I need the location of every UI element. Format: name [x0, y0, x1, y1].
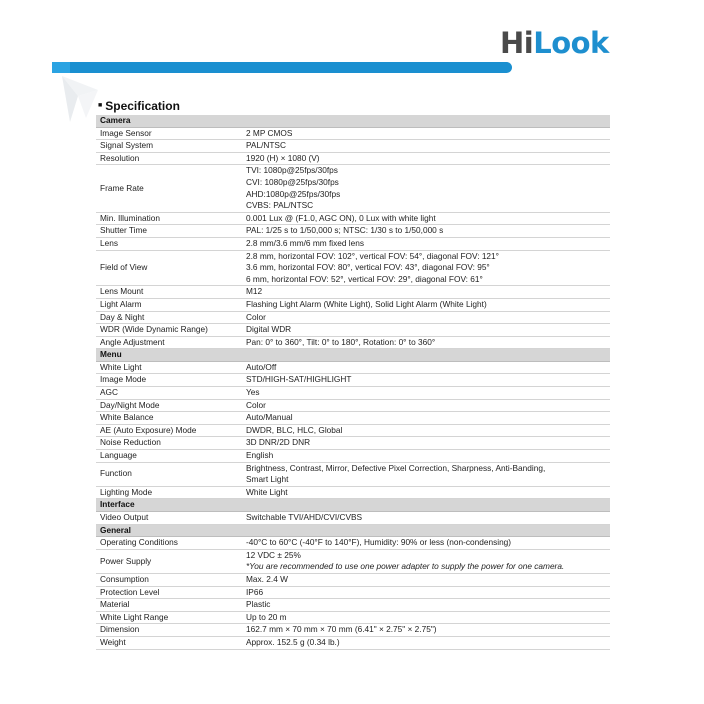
spec-value-line: 2 MP CMOS	[246, 127, 293, 138]
spec-value	[242, 140, 610, 153]
spec-row	[96, 486, 610, 499]
spec-row	[96, 512, 610, 525]
spec-value	[242, 437, 610, 450]
hilook-logo	[500, 26, 609, 60]
spec-value	[242, 225, 610, 238]
spec-row	[96, 437, 610, 450]
spec-row	[96, 361, 610, 374]
spec-value-line: 1920 (H) × 1080 (V)	[246, 152, 320, 163]
spec-value	[242, 212, 610, 225]
spec-value	[242, 361, 610, 374]
spec-label: Day & Night	[96, 311, 242, 324]
spec-value	[242, 127, 610, 140]
spec-row	[96, 298, 610, 311]
section-heading	[98, 99, 180, 113]
spec-label: Lighting Mode	[96, 486, 242, 499]
spec-row	[96, 387, 610, 400]
spec-label: Min. Illumination	[96, 212, 242, 225]
spec-value	[242, 573, 610, 586]
spec-label: Frame Rate	[96, 165, 242, 212]
spec-value	[242, 399, 610, 412]
spec-row	[96, 237, 610, 250]
spec-value	[242, 286, 610, 299]
spec-label: Field of View	[96, 250, 242, 286]
spec-row	[96, 225, 610, 238]
spec-value-line: Digital WDR	[246, 324, 292, 335]
spec-value	[242, 549, 610, 573]
spec-label: Image Mode	[96, 374, 242, 387]
section-header-row	[96, 349, 610, 362]
spec-value-line: Pan: 0° to 360°, Tilt: 0° to 180°, Rotation: 0° to 360°	[246, 336, 436, 347]
spec-label: Resolution	[96, 152, 242, 165]
spec-value-line: 12 VDC ± 25%	[246, 549, 301, 560]
spec-value	[242, 237, 610, 250]
spec-row	[96, 324, 610, 337]
spec-value-line: 3D DNR/2D DNR	[246, 437, 311, 448]
spec-label: White Light Range	[96, 611, 242, 624]
logo-look: Look	[533, 26, 609, 60]
spec-value-line: M12	[246, 286, 263, 297]
spec-label: Material	[96, 599, 242, 612]
section-header-row	[96, 524, 610, 537]
spec-value	[242, 165, 610, 212]
spec-label: White Balance	[96, 412, 242, 425]
spec-row	[96, 212, 610, 225]
spec-value-line: 0.001 Lux @ (F1.0, AGC ON), 0 Lux with white light	[246, 212, 436, 223]
spec-value	[242, 611, 610, 624]
spec-row	[96, 412, 610, 425]
spec-value-line: Yes	[246, 387, 260, 398]
spec-value-line: STD/HIGH-SAT/HIGHLIGHT	[246, 374, 352, 385]
section-header-row	[96, 499, 610, 512]
spec-value	[242, 311, 610, 324]
spec-row	[96, 450, 610, 463]
spec-label: Function	[96, 462, 242, 486]
spec-label: Signal System	[96, 140, 242, 153]
spec-row	[96, 636, 610, 649]
spec-value	[242, 586, 610, 599]
spec-value-line: English	[246, 450, 274, 461]
spec-value-line: Auto/Off	[246, 361, 277, 372]
logo-hi: Hi	[500, 26, 534, 60]
spec-value	[242, 537, 610, 550]
spec-value-line: 2.8 mm, horizontal FOV: 102°, vertical FOV: 54°, diagonal FOV: 121°	[246, 250, 499, 261]
spec-value-line: CVI: 1080p@25fps/30fps	[246, 176, 339, 187]
heading-bullet-icon: ■	[98, 102, 103, 109]
spec-value	[242, 324, 610, 337]
section-title: General	[96, 524, 610, 537]
spec-label: AE (Auto Exposure) Mode	[96, 424, 242, 437]
spec-row	[96, 140, 610, 153]
spec-label: Noise Reduction	[96, 437, 242, 450]
section-title: Interface	[96, 499, 610, 512]
spec-value-line: Approx. 152.5 g (0.34 lb.)	[246, 636, 340, 647]
spec-label: Day/Night Mode	[96, 399, 242, 412]
spec-value-line: Max. 2.4 W	[246, 573, 288, 584]
spec-value-line: *You are recommended to use one power adapter to supply the power for one camera.	[246, 561, 565, 572]
spec-value-line: Brightness, Contrast, Mirror, Defective Pixel Correction, Sharpness, Anti-Banding,	[246, 462, 546, 473]
spec-label: Language	[96, 450, 242, 463]
spec-value	[242, 512, 610, 525]
spec-value	[242, 336, 610, 349]
spec-label: Shutter Time	[96, 225, 242, 238]
spec-row	[96, 336, 610, 349]
section-title: Menu	[96, 349, 610, 362]
spec-value-line: AHD:1080p@25fps/30fps	[246, 188, 341, 199]
spec-label: White Light	[96, 361, 242, 374]
spec-label: Consumption	[96, 573, 242, 586]
spec-row	[96, 152, 610, 165]
spec-label: Light Alarm	[96, 298, 242, 311]
spec-row	[96, 399, 610, 412]
spec-value-line: Color	[246, 399, 266, 410]
spec-row	[96, 424, 610, 437]
spec-value	[242, 450, 610, 463]
spec-value-line: Auto/Manual	[246, 412, 293, 423]
spec-value-line: IP66	[246, 586, 264, 597]
spec-value-line: 162.7 mm × 70 mm × 70 mm (6.41" × 2.75" × 2.75")	[246, 624, 437, 635]
spec-row	[96, 165, 610, 212]
decorative-logo-watermark	[60, 74, 103, 134]
spec-value-line: -40°C to 60°C (-40°F to 140°F), Humidity: 90% or less (non-condensing)	[246, 537, 512, 548]
header-accent-bar	[52, 62, 512, 73]
spec-value	[242, 462, 610, 486]
spec-label: Lens Mount	[96, 286, 242, 299]
heading-text: Specification	[105, 99, 180, 113]
section-header-row	[96, 115, 610, 127]
spec-row	[96, 462, 610, 486]
spec-row	[96, 586, 610, 599]
spec-row	[96, 374, 610, 387]
spec-row	[96, 250, 610, 286]
spec-value-line: White Light	[246, 486, 288, 497]
spec-row	[96, 549, 610, 573]
spec-value	[242, 412, 610, 425]
spec-value-line: PAL: 1/25 s to 1/50,000 s; NTSC: 1/30 s to 1/50,000 s	[246, 225, 444, 236]
spec-value-line: 2.8 mm/3.6 mm/6 mm fixed lens	[246, 237, 365, 248]
spec-label: Weight	[96, 636, 242, 649]
spec-label: Power Supply	[96, 549, 242, 573]
specification-table	[96, 115, 610, 650]
spec-label: Video Output	[96, 512, 242, 525]
spec-row	[96, 624, 610, 637]
spec-value-line: CVBS: PAL/NTSC	[246, 200, 314, 211]
spec-row	[96, 573, 610, 586]
spec-value	[242, 298, 610, 311]
spec-row	[96, 537, 610, 550]
spec-value-line: Up to 20 m	[246, 611, 287, 622]
spec-value	[242, 374, 610, 387]
spec-row	[96, 127, 610, 140]
spec-value	[242, 250, 610, 286]
spec-value-line: DWDR, BLC, HLC, Global	[246, 424, 343, 435]
spec-label: WDR (Wide Dynamic Range)	[96, 324, 242, 337]
spec-value	[242, 424, 610, 437]
spec-value	[242, 387, 610, 400]
spec-label: Lens	[96, 237, 242, 250]
spec-value-line: TVI: 1080p@25fps/30fps	[246, 165, 338, 176]
spec-row	[96, 599, 610, 612]
spec-value-line: PAL/NTSC	[246, 140, 286, 151]
spec-label: AGC	[96, 387, 242, 400]
spec-value	[242, 486, 610, 499]
spec-value-line: Plastic	[246, 599, 271, 610]
spec-row	[96, 286, 610, 299]
spec-value-line: 6 mm, horizontal FOV: 52°, vertical FOV: 29°, diagonal FOV: 61°	[246, 273, 483, 284]
spec-value-line: Smart Light	[246, 474, 289, 485]
spec-label: Image Sensor	[96, 127, 242, 140]
spec-value-line: Flashing Light Alarm (White Light), Solid Light Alarm (White Light)	[246, 298, 487, 309]
spec-row	[96, 611, 610, 624]
spec-value-line: Color	[246, 311, 266, 322]
spec-value	[242, 599, 610, 612]
spec-label: Dimension	[96, 624, 242, 637]
spec-row	[96, 311, 610, 324]
spec-value	[242, 636, 610, 649]
section-title: Camera	[96, 115, 610, 127]
spec-label: Angle Adjustment	[96, 336, 242, 349]
spec-label: Operating Conditions	[96, 537, 242, 550]
spec-value-line: Switchable TVI/AHD/CVI/CVBS	[246, 512, 363, 522]
spec-value	[242, 152, 610, 165]
spec-label: Protection Level	[96, 586, 242, 599]
spec-value-line: 3.6 mm, horizontal FOV: 80°, vertical FOV: 43°, diagonal FOV: 95°	[246, 262, 490, 273]
spec-value	[242, 624, 610, 637]
